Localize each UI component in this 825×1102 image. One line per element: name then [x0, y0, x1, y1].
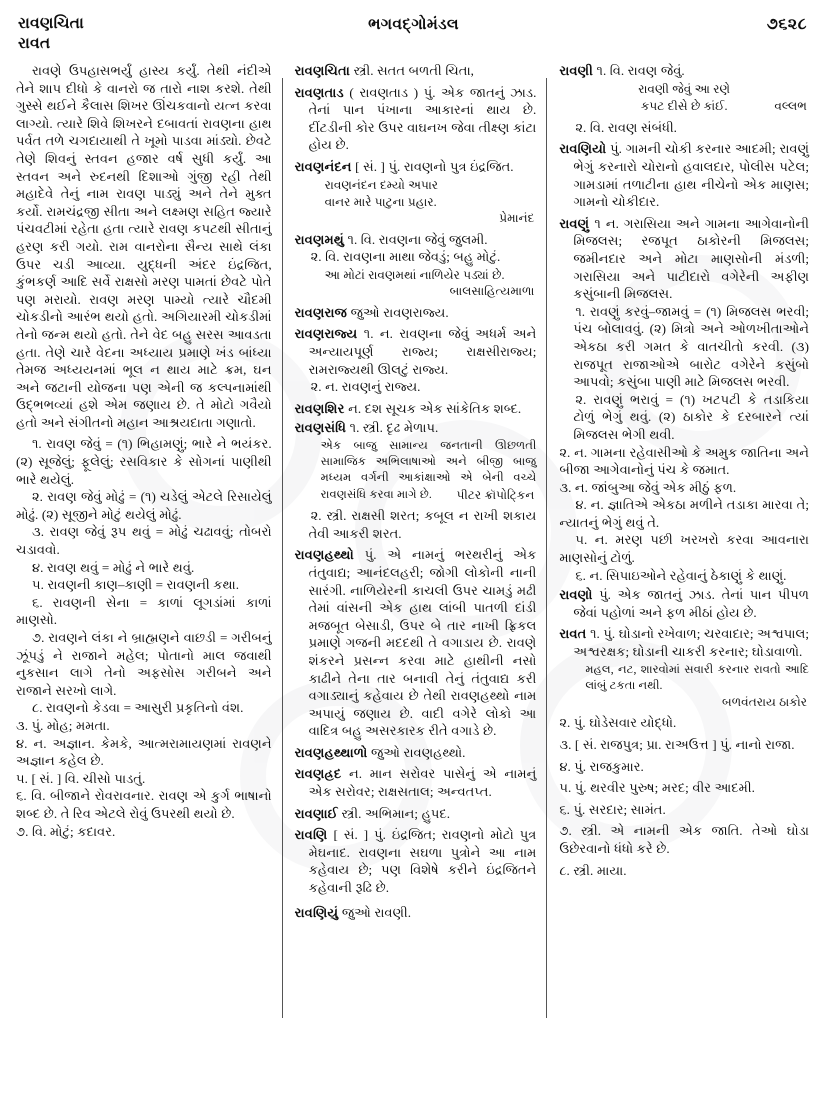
entry-line	[559, 625, 809, 660]
entry-body: ૧. વિ. રાવણના જેવું જુલમી.	[347, 231, 488, 247]
entry-body: જુઓ રાવણરાજ્ય.	[350, 304, 449, 320]
entry-line	[295, 231, 537, 249]
sense-3: ૩. ન. જાંબુઆ જેવું એક મીઠું ફળ.	[559, 479, 737, 495]
sense-2: ૨. વિ. રાવણ સંબંધી.	[575, 119, 677, 135]
dictionary-title: ભગવદ્ગોમંડલ	[368, 16, 459, 33]
sense-4: ૪. ન. જ્ઞાતિએ એકઠા મળીને તડાકા મારવા તે; ન્યાતનું ભેગું થવું તે.	[559, 497, 809, 530]
entry-line	[295, 304, 537, 322]
headword: રાવણશિર	[294, 400, 345, 416]
headword: રાવણહથ્થાળો	[294, 744, 368, 760]
entry-line	[559, 586, 809, 621]
headword: રાવણહથ્થો	[294, 547, 354, 563]
entry-line	[295, 904, 537, 922]
entry-body: ૧ ન. ગરાસિયા અને ગામના આગેવાનોની મિજલસ; રજપૂત ઠાકોરની મિજલસ; જમીનદાર અને મોટા માણસોની મંડળી; ગરાસિયા અને પાટીદારો વગેરેની અફીણ કસુંબાની મિજલસ.	[573, 215, 810, 302]
entry-body: ( રાવણતાડ ) પું. એક જાતનું ઝાડ. તેનાં પાન પંખાના આકારનાં થાય છે. દીંટડીની કોર ઉપર વાઘનખ જેવા તીક્ષ્ણ કાંટા હોય છે.	[308, 84, 537, 153]
entry-body: ન. દશ સૂચક એક સાંકેતિક શબ્દ.	[348, 400, 522, 416]
entry-ravanhrad	[295, 765, 537, 800]
headword: રાવણિયું	[294, 904, 339, 920]
entry-body: [ સં. ] પું. ઇંદ્રજિત; રાવણનો મોટો પુત્ર મેઘનાદ. રાવણના સઘળા પુત્રોને આ નામ કહેવાય છે; પણ વિશેષે કરીને ઇંદ્રજિતને કહેવાની રૂઢિ છે.	[308, 827, 537, 896]
sense-2: ૨. ન. ગામના રહેવાસીઓ કે અમુક જાતિના અને બીજા આગેવાનોનું પંચ કે જમાત.	[559, 444, 809, 478]
entry-body: પું. ગામની ચોકી કરનાર આદમી; રાવણું ભેગું કરનારો ચોરાનો હવાલદાર, પોલીસ પટેલ; ગામડામાં તળાટીના હાથ નીચેનો એક માણસ; ગામનો ચોકીદાર.	[573, 141, 809, 210]
entry-body: જુઓ રાવણહથ્થો.	[370, 744, 466, 760]
numbered-sense-7: ૭. વિ. મોટું; કદાવર.	[16, 823, 116, 839]
running-head-left-second-word: રાવત	[18, 35, 51, 52]
entry-line	[295, 419, 537, 437]
sense-idiom-7: ૭. રાવણને લંકા ને બ્રાહ્મણને વાછડી = ગરીબનું ઝૂંપડું ને રાજાને મહેલ; પોતાનો માલ જવાથી નુકસાન લાગે તેનો અફસોસ ગરીબને અને રાજાને સરખો લાગે.	[16, 630, 272, 698]
entry-line	[295, 765, 537, 800]
subsense-1: ૧. રાવણું કરવું–જામવું = (૧) મિજલસ ભરવી; પંચ બોલાવવું. (૨) મિત્રો અને ઓળખીતાઓને એકઠા કરી ગમત કે વાતચીતો કરવી. (૩) રાજપૂત રાજાઓએ બારોટ વગેરેને કસુંબો આપવો; કસુંબા પાણી માટે મિજલસ ભરવી.	[573, 303, 809, 390]
entry-body-paragraph: રાવણે ઉપહાસભર્યું હાસ્ય કર્યું. તેથી નંદીએ તેને શાપ દીધો કે વાનરો જ તારો નાશ કરશે. તેથી ગુસ્સે થઈને કૈલાસ શિખર ઊંચકવાનો યત્ન કરવા લાગ્યો. ત્યારે શિવે શિખરને દબાવતાં રાવણના હાથ પર્વત તળે ચગદાયાથી તે ખૂમો પાડવા માંડ્યો. છેવટે તેણે શિવનું સ્તવન હજાર વર્ષ સુધી કર્યું. આ સ્તવન અને રુદનથી દિશાઓ ગુંજી રહી તેથી મહાદેવે તેનું નામ રાવણ પાડ્યું અને તેને મુક્ત કર્યો. રામચંદ્રજી સીતા અને લક્ષ્મણ સહિત જ્યારે પંચવટીમાં રહેતા હતા ત્યારે રાવણ કપટથી સીતાનું હરણ કરી ગયો. રામ વાનરોના સૈન્ય સાથે લંકા ઉપર ચડી આવ્યા. યુદ્ધની અંદર ઇંદ્રજિત, કુંભકર્ણ આદિ સર્વે રાક્ષસો મરણ પામતાં છેવટે પોતે પણ મરાયો. રાવણ મરણ પામ્યો ત્યારે ચૌદમી ચોકડીનો આરંભ થયો હતો. અગિયારમી ચોકડીમાં તેનો જન્મ થયો હતો. તેને વેદ બહુ સરસ આવડતા હતા. તેણે ચારે વેદના અધ્યાય પ્રમાણે ખંડ બાંધ્યા તેમજ અધ્યયનમાં ભૂલ ન થાય માટે ક્રમ, ઘન અને જટાની યોજના પણ એની જ કલ્પનામાંથી ઉદ્ભભવ્યાં હશે એમ જણાય છે. તે મોટો ગવૈયો હતો અને સંગીતનો મહાન આશ્રયદાતા ગણાતો.	[16, 63, 272, 430]
entry-line	[295, 826, 537, 896]
sense-2: ૨. વિ. રાવણના માથા જેવડું; બહુ મોટું.	[310, 249, 501, 265]
headword: રાવણમથું	[294, 231, 344, 247]
sense-4: ૪. પું. રાજકુમાર.	[559, 758, 644, 774]
entry-ravat	[559, 625, 809, 879]
quotation-line: રાવણનંદન દમ્યો અપાર	[324, 177, 439, 192]
quotation-block: એક બાજુ સામાન્ય જનતાની ઊછળતી સામાજિક અભિલાષાઓ અને બીજી બાજુ મધ્યમ વર્ગની આકાંક્ષાઓ એ બેની વચ્ચે રાવણસંધિ કરવા માગે છે.	[320, 438, 537, 501]
headword: રાવણરાજ્ય	[294, 326, 358, 342]
entry-ravaniyu	[295, 904, 537, 922]
headword: રાવણિ	[294, 827, 328, 843]
quotation-line: કપટ દીસે છે કાંઈ.	[640, 99, 728, 113]
entry-body: ૧. ન. રાવણના જેવું અધર્મ અને અન્યાયપૂર્ણ રાજ્ય; રાક્ષસીરાજ્ય; રામરાજ્યથી ઊલટું રાજ્ય.	[308, 326, 537, 377]
entry-line	[295, 84, 537, 154]
entry-line	[295, 62, 537, 80]
entry-ravanhaththalo	[295, 744, 537, 762]
entry-line	[295, 744, 537, 762]
sense-8: ૮. સ્ત્રી. માયા.	[559, 862, 627, 878]
entry-ravanraj	[295, 304, 537, 322]
headword: રાવણનંદન	[294, 158, 352, 174]
page-number: ૭૬૨૮	[766, 16, 807, 33]
entry-ravanhaththo	[295, 546, 537, 740]
entry-line	[295, 400, 537, 418]
sense-idiom-3: ૩. રાવણ જેવું રૂપ થવું = મોઢું ચઢાવવું; તોબરો ચડાવવો.	[16, 524, 272, 558]
headword: રાવણી	[559, 63, 593, 78]
entry-body: સ્ત્રી. અભિમાન; હુપદ.	[341, 805, 451, 821]
entry-line	[295, 805, 537, 823]
sense-idiom-5: ૫. રાવણની કાણ–કાણી = રાવણની કથા.	[32, 577, 240, 593]
sense-6: ૬. પું. સરદાર; સામંત.	[559, 801, 666, 817]
sense-idiom-1: ૧. રાવણ જેવું = (૧) ભિહામણું; ભારે ને ભયંકર. (૨) સૂજેલું; ફૂલેલું; રસવિકાર કે સોગનાં પાણીથી ભારે થયેલું.	[16, 436, 272, 487]
headword: રાવણહ્રદ	[294, 766, 342, 782]
headword: રાવત	[559, 626, 587, 642]
quotation-line: આ મોટાં રાવણમથાં નાળિયેર પડ્યાં છે.	[324, 267, 505, 282]
column-container	[16, 62, 811, 1090]
column-2	[283, 62, 547, 1090]
sense-2: ૨. ન. રાવણનું રાજ્ય.	[310, 379, 421, 395]
entry-body: [ સં. ] પું. રાવણનો પુત્ર ઇંદ્રજિત.	[355, 158, 514, 174]
entry-line	[559, 140, 809, 210]
headword: રાવણરાજ	[294, 304, 348, 320]
entry-line	[559, 215, 809, 303]
quotation-block: મહલ, નટ, શારવોમાં સવારી કરનાર રાવતો આદિ લાંબું ટકતા નથી.	[585, 662, 809, 692]
column-3	[547, 62, 811, 1090]
column-1	[16, 62, 282, 1090]
entry-line	[559, 62, 809, 80]
entry-body: જુઓ રાવણી.	[341, 904, 412, 920]
entry-body: ન. માન સરોવર પાસેનું એ નામનું એક સરોવર; રાક્ષસતાલ; અન્વતપ્ત.	[308, 766, 537, 800]
entry-ravani-sanskrit	[295, 826, 537, 896]
entry-continued	[16, 62, 272, 431]
entry-ravano	[559, 586, 809, 621]
entry-ravanrajya	[295, 325, 537, 395]
quotation-line: રાવણી જેવું આ રણે	[638, 81, 731, 96]
entry-ravansandhi	[295, 419, 537, 542]
citation-source: પીટર ક્રૉપોટ્કિન	[456, 487, 535, 502]
sense-idiom-6: ૬. રાવણની સેના = કાળાં લૂગડાંમાં કાળાં માણસો.	[16, 594, 272, 628]
sense-6: ૬. ન. સિપાઇઓને રહેવાનું ઠેકાણું કે થાણું.	[575, 567, 787, 583]
entry-ravaniyo	[559, 140, 809, 210]
sense-7: ૭. સ્ત્રી. એ નામની એક જાતિ. તેઓ ઘોડા ઉછેરવાનો ધંધો કરે છે.	[559, 823, 809, 856]
entry-body: સ્ત્રી. સતત બળતી ચિતા,	[353, 63, 474, 78]
entry-body: પું. એક જાતનું ઝાડ. તેનાં પાન પીપળ જેવાં પહોળાં અને ફળ મીઠાં હોય છે.	[573, 587, 810, 620]
numbered-sense-4: ૪. ન. અજ્ઞાન. કેમકે, આત્મરામાયણમાં રાવણને અજ્ઞાન કહેલ છે.	[16, 735, 272, 769]
sense-idiom-2: ૨. રાવણ જેવું મોઢું = (૧) ચડેલું એટલે રિસાયેલું મોઢું. (૨) સૂજીને મોટું થયેલું મોઢું.	[16, 489, 272, 522]
headword: રાવણો	[559, 587, 593, 603]
headword: રાવણિયો	[559, 141, 607, 157]
running-head-left-first-word: રાવણચિતા	[18, 15, 84, 32]
entry-body: ૧. પું. ઘોડાનો રખેવાળ; ચરવાદાર; અશ્વપાલ; અશ્વરક્ષક; ઘોડાની ચાકરી કરનાર; ઘોડાવાળો.	[573, 626, 809, 660]
entry-body: ૧. સ્ત્રી. દૃઢ મેળાપ.	[349, 420, 439, 436]
entry-ravanshir	[295, 400, 537, 418]
entry-ravantad	[295, 84, 537, 154]
entry-line	[295, 546, 537, 740]
entry-ravannandan	[295, 158, 537, 227]
sense-idiom-8: ૮. રાવણનો કેડવા = આસુરી પ્રકૃતિનો વંશ.	[32, 700, 244, 716]
sense-idiom-4: ૪. રાવણ થવું = મોઢું ને ભારે થવું.	[32, 559, 195, 575]
sense-3: ૩. [ સં. રાજપુત્ર; પ્રા. રાઅઉત્ત ] પું. નાનો રાજા.	[559, 737, 795, 753]
citation-source: વલ્લભ	[774, 99, 807, 114]
entry-line	[295, 158, 537, 176]
entry-ravanai	[295, 805, 537, 823]
numbered-sense-5: ૫. [ સં. ] વિ. ચીસો પાડતું.	[16, 770, 146, 786]
entry-ravanmathu	[295, 231, 537, 300]
headword: રાવણચિતા	[294, 63, 350, 78]
sense-2: ૨. સ્ત્રી. રાક્ષસી શરત; કબૂલ ન રાખી શકાય તેવી આકરી શરત.	[308, 508, 537, 541]
citation-source: બળવંતરાય ઠાકોર	[722, 695, 807, 710]
citation-source: બાલસાહિત્યમાળા	[449, 284, 535, 299]
headword: રાવણાઈ	[294, 805, 338, 821]
entry-body: પું. એ નામનું ભરથરીનું એક તંતુવાદ્ય; આનંદલહરી; જોગી લોકોની નાની સારંગી. નાળિયેરની કાચલી ઉપર ચામડું મઢી તેમાં વાંસની એક હાથ લાંબી પાતળી દાંડી મજબૂત બેસાડી, ઉપર બે તાર નાખી ફ્રિકલ પ્રમાણે ગજની મદદથી તે વગાડાય છે. રાવણે શંકરને પ્રસન્ન કરવા માટે હાથીની નસો કાઢીને તેના તાર બનાવી તેનું તંતુવાદ્ય કરી વગાડ્યાનું કહેવાય છે તેથી રાવણહથ્થો નામ અપાયું જણાય છે. વાદી વગેરે લોકો આ વાદિત્ર બહુ અસરકારક રીતે વગાડે છે.	[308, 547, 537, 739]
headword: રાવણતાડ	[294, 84, 344, 100]
entry-ravani	[559, 62, 809, 136]
entry-line	[295, 325, 537, 378]
headword: રાવણું	[559, 215, 590, 231]
sense-2: ૨. પું. ઘોડેસવાર યોદ્ધો.	[559, 715, 677, 731]
sense-5: ૫. પું. થરવીર પુરુષ; મરદ; વીર આદમી.	[559, 780, 755, 796]
entry-ravanchita	[295, 62, 537, 80]
numbered-sense-6: ૬. વિ. બીજાને રોવરાવનાર. રાવણ એ કુર્ગ ભાષાનો શબ્દ છે. તે રિવ એટલે રોવું ઉપરથી થયો છે.	[16, 788, 272, 821]
numbered-sense-3: ૩. પું. મોહ; મમતા.	[16, 717, 110, 733]
sense-5: ૫. ન. મરણ પછી ખરખરો કરવા આવનારા માણસોનું ટોળું.	[559, 532, 809, 566]
citation-source: પ્રેમાનંદ	[499, 211, 535, 226]
running-head	[16, 14, 811, 60]
entry-ravanu	[559, 215, 809, 584]
entry-body: ૧. વિ. રાવણ જેવું.	[596, 63, 685, 78]
quotation-line: વાનર મારે પાટુના પ્રહાર.	[324, 194, 437, 209]
subsense-2: ૨. રાવણું ભરાવું = (૧) ખટપટી કે તડાકિયા ટોળું ભેગું થવું. (૨) ઠાકોર કે દરબારને ત્યાં મિજલસ ભેગી થવી.	[573, 391, 809, 442]
headword: રાવણસંધિ	[294, 420, 347, 436]
